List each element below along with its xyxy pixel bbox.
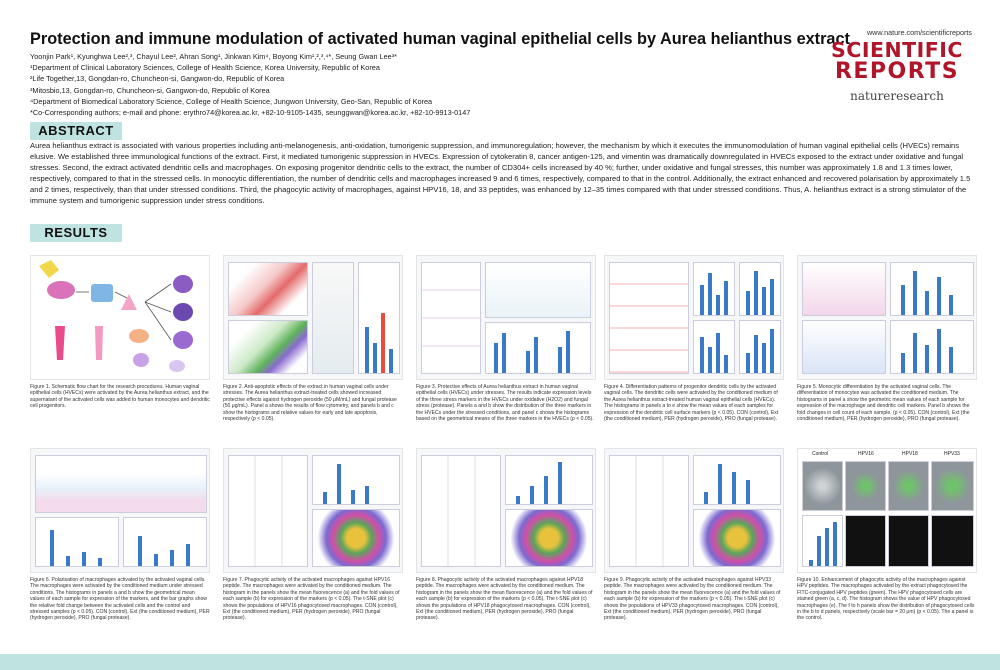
results-heading: RESULTS xyxy=(30,224,122,242)
figure-5-caption: Figure 5. Monocytic differentiation by the activated vaginal cells. The differentiation of monocytes was activated the conditioned medium. The histograms in panel a show the geometric mean values of each sample for expression of the macrophage and dendritic cell markers. Panel b shows the fold changes in cell count of each sample. (p < 0.05). CON (control), Ext (the conditioned medium), PER (hydrogen peroxide), PRO (fungal protease). xyxy=(797,384,970,423)
tsne-plot xyxy=(693,509,781,567)
flow-dot-plots xyxy=(609,455,689,567)
figure-6-caption: Figure 6. Polarisation of macrophages activated by the activated vaginal cells. The macrophages were activated by the conditioned medium under stressed conditions. The histograms in panels a and b show the geometrical mean values of each sample for expression of the markers, and the bar graphs show the relative fold change between the activated cells and the control and stressed samples (p < 0.05). CON (control), Ext (the conditioned medium), PER (hydrogen peroxide), PRO (fungal protease). xyxy=(30,577,210,622)
flowchart-graphic xyxy=(31,256,210,380)
bar-chart xyxy=(312,455,400,505)
bar-chart xyxy=(485,322,591,374)
bar-chart xyxy=(739,320,781,374)
logo-line-2: REPORTS xyxy=(834,59,960,84)
bar-chart xyxy=(35,517,119,567)
bar-chart xyxy=(890,262,974,316)
author-list: Yoonjin Park¹, Kyunghwa Lee²,³, Chayul Lee², Ahran Song¹, Jinkwan Kim⁴, Boyong Kim¹,²,³,⁴*, Seung Gwan Lee³* xyxy=(30,52,397,61)
flow-dot-plots xyxy=(421,455,501,567)
figure-7 xyxy=(223,448,403,622)
figure-4-image xyxy=(604,255,784,380)
figure-2 xyxy=(223,255,403,422)
affiliation-1: ¹Department of Clinical Laboratory Sciences, College of Health Science, Korea University, Republic of Korea xyxy=(30,63,380,73)
figure-3-caption: Figure 3. Protective effects of Aurea helianthus extract in human vaginal epithelial cells (HVECs) under stresses. The results indicate expression levels of the three stress markers in the HVECs under oxidative (H2O2) and fungal stress (protease). Panels a and b show the distribution of the three markers in the HVECs under the stressed conditions, and panel c shows the histograms based on the geometrical means of the three markers in the HVECs (p < 0.05). xyxy=(416,384,594,423)
affiliation-3: ³Mitosbio,13, Gongdan-ro, Chuncheon-si, Gangwon-do, Republic of Korea xyxy=(30,85,270,95)
bar-chart xyxy=(693,262,735,316)
flow-histogram-grid xyxy=(609,262,689,374)
histogram-waterfall xyxy=(35,455,207,513)
histogram-overlay xyxy=(312,262,354,374)
histogram-stack xyxy=(802,320,886,374)
micrograph xyxy=(845,461,886,511)
bar-chart xyxy=(358,262,400,374)
micrograph-labels xyxy=(802,451,974,461)
abstract-text: Aurea helianthus extract is associated with various properties including anti-melanogenesis, anti-oxidation, tumorigenic suppression, and immunoregulation; however, the mechanism by which it executes the immunomodulation of human vaginal epithelial cells (HVECs) remains elusive. We established three immunological functions of the extract. First, it mediated tumorigenic suppression in HVECs. Expression of cytokeratin 8, cancer antigen-125, and vimentin was dramatically downregulated in HVECs exposed to the extract under oxidative and fungal stresses. Second, the extract activated dendritic cells and macrophages. On exposing progenitor dendritic cells to the extract, the number of CD304+ cells increased by 40 %; further, under oxidative and fungal stresses, this number was approximately 1.8 and 1.3 times lower, respectively, compared to that in the stressed cells. In monocytic differentiation, the number of dendritic cells and macrophages increased 9 and 6 times, respectively, compared to that in the control. Additionally, the extract enhanced and recovered polarisation by approximately 1.5 and 2 times, respectively, than that under stressed conditions. Third, the phagocytic activity of macrophages, against HPV16, 18, and 33 peptides, was enhanced by 12–35 times compared with that under stressed conditions. Thus, A. helianthus extract is a strong stimulator of the immune system and tumorigenic suppression under stress conditions. xyxy=(30,141,971,205)
bar-chart xyxy=(802,515,843,567)
label-hpv16: HPV16 xyxy=(858,451,874,457)
histogram-overlay xyxy=(485,262,591,318)
footer-band xyxy=(0,654,1000,670)
figure-6-image xyxy=(30,448,210,573)
micrograph xyxy=(888,461,929,511)
figure-9 xyxy=(604,448,784,622)
histogram-stack xyxy=(802,262,886,316)
figure-1-caption: Figure 1. Schematic flow chart for the research procedures. Human vaginal epithelial cells (HVECs) were activated by the Aurea helianthus extract, and the supernatant of the activated cells was added to human monocytes and dendritic cell progenitors. xyxy=(30,384,210,410)
poster-title: Protection and immune modulation of activated human vaginal epithelial cells by Aurea helianthus extract xyxy=(30,30,850,48)
flow-scatter-plot xyxy=(228,320,308,374)
scatter-plot xyxy=(931,515,974,567)
bar-chart xyxy=(693,455,781,505)
figure-2-caption: Figure 2. Anti-apoptotic effects of the extract in human vaginal cells under stresses. The Aurea helianthus extract-treated cells showed increased protective effects against hydrogen peroxide (50 μM/mL) and fungal protease (50 μg/mL). Panel a shows the results of flow cytometry, and panels b and c show the histograms and relative values for early and late apoptosis, respectively (p < 0.05). xyxy=(223,384,397,423)
figure-7-image xyxy=(223,448,403,573)
figure-4 xyxy=(604,255,784,422)
scatter-plot xyxy=(845,515,886,567)
publisher-name: natureresearch xyxy=(850,89,944,103)
figure-4-caption: Figure 4. Differentiation patterns of progenitor dendritic cells by the activated vaginal cells. The dendritic cells were activated by the conditioned medium of the Aurea helianthus extract-treated human vaginal epithelial cells (HVECs). The histograms in panels a to e show the mean values of each samples for expression of the dendritic cell surface markers (p < 0.05). CON (control), Ext (the conditioned medium), PER (hydrogen peroxide), PRO (fungal protease). xyxy=(604,384,779,423)
figure-8-image xyxy=(416,448,596,573)
figure-10-image xyxy=(797,448,977,573)
flow-dot-plots xyxy=(228,455,308,567)
label-hpv18: HPV18 xyxy=(902,451,918,457)
scatter-plot xyxy=(888,515,929,567)
figure-2-image xyxy=(223,255,403,380)
tsne-plot xyxy=(312,509,400,567)
figure-1 xyxy=(30,255,210,410)
affiliation-4: ⁴Department of Biomedical Laboratory Science, College of Health Science, Jungwon University, Geo-San, Republic of Korea xyxy=(30,96,433,106)
abstract-heading: ABSTRACT xyxy=(30,122,122,140)
flow-histogram-grid xyxy=(421,262,481,374)
figure-8 xyxy=(416,448,596,622)
journal-url[interactable]: www.nature.com/scientificreports xyxy=(866,28,972,37)
figure-5-image xyxy=(797,255,977,380)
micrograph xyxy=(802,461,843,511)
journal-logo[interactable] xyxy=(822,28,972,103)
figure-3 xyxy=(416,255,596,422)
affiliation-2: ²Life Together,13, Gongdan-ro, Chuncheon-si, Gangwon-do, Republic of Korea xyxy=(30,74,285,84)
corresponding-authors: *Co-Corresponding authors; e-mail and phone: erythro74@korea.ac.kr, +82-10-9105-1435, seunggwan@korea.ac.kr, +82-10-9913-0147 xyxy=(30,108,471,118)
figure-9-image xyxy=(604,448,784,573)
author-block xyxy=(30,51,820,118)
figure-3-image xyxy=(416,255,596,380)
figure-5 xyxy=(797,255,977,422)
label-hpv33: HPV33 xyxy=(944,451,960,457)
figure-10-caption: Figure 10. Enhancement of phagocytic activity of the macrophages against HPV peptides. The macrophages activated by the extract phagocytosed the FITC-conjugated HPV peptides (green). The HPV phagocytosed cells are stained green (a, c, d). The histogram shows the value of HPV phagocytosed macrophages (e). The f to h panels show the distribution of phagocytosed cells in the b to d panels, respectively (scale bar = 20 μm) (p < 0.05). The a panel is the control. xyxy=(797,577,975,622)
tsne-plot xyxy=(505,509,593,567)
flow-scatter-plot xyxy=(228,262,308,316)
figure-9-caption: Figure 9. Phagocytic activity of the activated macrophages against HPV33 peptide. The macrophages were activated by the conditioned medium. The histogram in the panels show the mean fluorescence (a) and the fold values of each sample (b) for expression of the markers (p < 0.05). The t-SNE plot (c) shows the populations of HPV33 phagocytosed macrophages. CON (control), Ext (the conditioned medium), PER (hydrogen peroxide), PRO (fungal protease). xyxy=(604,577,781,622)
bar-chart xyxy=(693,320,735,374)
bar-chart xyxy=(890,320,974,374)
micrograph xyxy=(931,461,974,511)
bar-chart xyxy=(505,455,593,505)
bar-chart xyxy=(123,517,207,567)
logo-line-1: SCIENTIFIC xyxy=(831,38,963,62)
bar-chart xyxy=(739,262,781,316)
figure-10 xyxy=(797,448,977,622)
figure-8-caption: Figure 8. Phagocytic activity of the activated macrophages against HPV18 peptide. The macrophages were activated by the conditioned medium. The histogram in the panels show the mean fluorescence (a) and the fold values of each sample (b) for expression of the markers (p < 0.05). The t-SNE plot (c) shows the populations of HPV18 phagocytosed macrophages. CON (control), Ext (the conditioned medium), PER (hydrogen peroxide), PRO (fungal protease). xyxy=(416,577,593,622)
figure-1-image xyxy=(30,255,210,380)
figure-7-caption: Figure 7. Phagocytic activity of the activated macrophages against HPV16 peptide. The macrophages were activated by the conditioned medium. The histogram in the panels show the mean fluorescence (a) and the fold values of each sample (b) for expression of the markers (p < 0.05). The t-SNE plot (c) shows the populations of HPV16 phagocytosed macrophages. CON (control), Ext (the conditioned medium), PER (hydrogen peroxide), PRO (fungal protease). xyxy=(223,577,400,622)
label-control: Control xyxy=(812,451,829,457)
figure-6 xyxy=(30,448,210,622)
